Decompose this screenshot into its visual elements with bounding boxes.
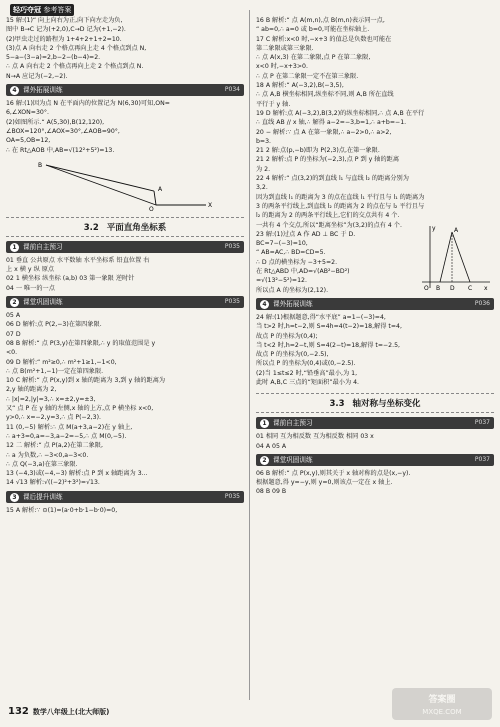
- triangle-figure: [6, 157, 244, 211]
- text-line: ∴ a+3=0,a=−3,a−2=−5,∴ 点 M(0,−5).: [6, 432, 127, 440]
- text-line: 因为到直线 l₁ 的距离为 3 的点在直线 l₁ 平行且与 l₁ 的距离为: [256, 193, 425, 201]
- text-line: 11 (0,−5) 解析:∴ 点 M(a+3,a−2)在 y 轴上,: [6, 423, 133, 431]
- text-line: (3)点 A 向右走 2 个格点再向上走 4 个格点到点 N,: [6, 44, 147, 52]
- text-line: ∴ 在 Rt△AOB 中,AB=√(12²+5²)=13.: [6, 146, 115, 154]
- text-line: N→A 应记为(−2,−2).: [6, 72, 68, 80]
- text-line: ∴ 点 Q(−3,a)在第三象限.: [6, 460, 78, 468]
- text-line: 16 B 解析:“ 点 A(m,n),点 B(m,n)表示同一点,: [256, 17, 385, 24]
- triangle-svg: [6, 157, 244, 211]
- prep-block: [6, 256, 244, 293]
- page-number: 132: [8, 706, 29, 717]
- svg-text:答案圈: 答案圈: [428, 695, 456, 705]
- text-line: 图中 B→C 记为(+2,0),C→D 记为(+1,−2).: [6, 26, 126, 34]
- text-line: 为 2.: [256, 165, 271, 173]
- text-line: 当 t<2 时,h=2−t,则 S=4(2−t)=18,解得 t=−2.5,: [256, 341, 400, 349]
- text-line: 06 B 解析:“ 点 P(x,y),则其关于 x 轴对称的点是(x,−y).: [256, 469, 411, 477]
- text-line: OA=5,OB=12,: [6, 137, 51, 145]
- text-line: (2)如图所示.“ A(5,30),B(12,120),: [6, 118, 105, 126]
- text-line: 此时 A,B,C 三点的“矩面积”最小为 4.: [256, 378, 360, 386]
- text-line: l₂ 的距离为 2 的两条平行线上,它们的交点共有 4 个.: [256, 212, 400, 220]
- watermark-logo: [392, 688, 492, 720]
- consolidation-block: [256, 469, 494, 497]
- text-line: 21 2 解析:点 P 的坐标为(−2,3),点 P 到 y 轴的距离: [256, 156, 400, 164]
- right-column: [256, 16, 494, 497]
- text-line: 14 √13 解析:√((−2)²+3²)=√13.: [6, 479, 100, 487]
- text-line: 当 t>2 时,h=t−2,则 S=4h=4(t−2)=18,解得 t=4,: [256, 323, 402, 331]
- text-line: 20 − 解析:∵ 点 A 在第一象限,∴ a−2>0,∴ a>2,: [256, 128, 392, 136]
- text-line: 上 x 横 y 纵 原点: [6, 266, 55, 274]
- text-line: ∴ 点 A,B 横坐标相同,纵坐标不同,则 A,B 所在直线: [256, 91, 394, 99]
- text-line: 10 C 解析:“ 点 P(x,y)到 x 轴的距离为 3,到 y 轴的距离为: [6, 377, 166, 385]
- text-line: 16 解:(1)因为点 N 在平面内的位置记为 N(6,30)可知,ON=: [6, 100, 170, 108]
- text-line: 3,2.: [256, 184, 268, 192]
- text-line: =√(13²−5²)=12.: [256, 277, 307, 285]
- text-line: ∴ D 点的横坐标为 −3+5=2.: [256, 258, 338, 266]
- text-line: 01 相同 互为相反数 互为相反数 相同 03 x: [256, 433, 374, 441]
- text-line: 07 D: [6, 330, 21, 338]
- section-bar: 1 课前自主预习 P035: [6, 241, 244, 253]
- text-line: 又“ 点 P 在 y 轴的左侧,x 轴的上方,点 P 横坐标 x<0,: [6, 405, 154, 413]
- fig-label-x: X: [208, 201, 213, 209]
- fig-label-o: O: [149, 205, 154, 211]
- section-bar: 2 课堂巩固训练 P035: [6, 296, 244, 308]
- text-line: 06 D 解析:点 P(2,−3)在第四象限.: [6, 321, 102, 329]
- text-line: (2)甲虫走过的路程为 1+4+2+1+2=10.: [6, 35, 122, 43]
- text-line: 一共有 4 个交点,所以“距离坐标”为(3,2)的点有 4 个.: [256, 221, 402, 229]
- column-divider: [249, 10, 250, 700]
- book-label: 数学八年级上(北大师版): [32, 708, 110, 716]
- text-line: ∴ a 为负数,∴ −3<0,a−3<0.: [6, 451, 89, 459]
- section-title: 3.2 平面直角坐标系: [6, 217, 244, 237]
- text-line: (2)当 1≤t≤2 时,“铅垂高”最小,为 1,: [256, 369, 358, 377]
- text-line: 21 2 解:点(p,−b)即为 P(2,3)点,在第一象限.: [256, 147, 380, 155]
- text-line: <0.: [6, 349, 18, 357]
- text-line: BC=7−(−3)=10,: [256, 240, 308, 248]
- text-line: ∴ 点 A(x,3) 在第二象限,点 P 在第二象限,: [256, 54, 371, 62]
- text-line: 故点 P 的坐标为(0,−2.5),: [256, 351, 329, 359]
- section-bar: 1 课前自主预习 P037: [256, 417, 494, 429]
- text-line: ∴ |x|=2,|y|=3,∴ x=±2,y=±3,: [6, 395, 96, 403]
- fig-label-d: D: [450, 285, 455, 292]
- text-line: 01 垂直 公共原点 水平数轴 水平坐标系 铅直位置 右: [6, 256, 150, 264]
- text-line: 故点 P 的坐标为(0,4);: [256, 332, 318, 340]
- text-line: 22 4 解析:“ 点(3,2)的到直线 l₁ 与直线 l₂ 的距离分别为: [256, 175, 409, 183]
- text-line: 05 A: [6, 312, 21, 320]
- text-line: 04 一 唯一的一点: [6, 284, 55, 292]
- answers-block-2: [256, 313, 494, 387]
- text-line: ∴ 直线 AB // x 轴,∴ 解得 a−2=−3,b=1,∴ a+b=−1.: [256, 119, 407, 127]
- text-line: 15 A 解析:∵ ⊙(1)=(a·0+b·1−b·0)=0,: [6, 506, 118, 514]
- text-line: 在 Rt△ABD 中,AD=√(AB²−BD²): [256, 268, 350, 276]
- text-line: b=3.: [256, 137, 272, 145]
- section-bar: 2 课堂巩固训练 P037: [256, 454, 494, 466]
- svg-text:MXQE.COM: MXQE.COM: [422, 708, 462, 716]
- text-line: 02 1 横坐标 纵坐标 (a,b) 03 第一象限 逆时针: [6, 275, 135, 283]
- fig-label-c: C: [468, 285, 473, 292]
- text-line: 12 二 解析:“ 点 P(a,2)在第二象限,: [6, 442, 103, 450]
- text-line: ∠BOX=120°,∠AOX=30°,∠AOB=90°,: [6, 127, 120, 135]
- fig-label-b: B: [38, 161, 43, 169]
- section-bar: 3 课后提升训练 P035: [6, 491, 244, 503]
- prep-block: [256, 432, 494, 451]
- text-line: 23 解:(1)过点 A 作 AD ⊥ BC 于 D.: [256, 230, 356, 238]
- fig-label-y: y: [432, 225, 436, 232]
- text-line: 所以点 A 的坐标为(2,12).: [256, 286, 329, 294]
- text-line: y>0,∴ x=−2,y=3,∴ 点 P(−2,3).: [6, 414, 101, 422]
- text-line: 13 (−4,3)或(−4,−3) 解析:点 P 到 x 轴距离为 3...: [6, 470, 148, 478]
- coordinate-figure: [412, 222, 492, 292]
- text-line: ∴ 点 P 在第二象限一定不在第三象限.: [256, 72, 359, 80]
- text-line: ∴ 点 A 向右走 2 个格点再向上走 2 个格点到点 N.: [6, 63, 144, 71]
- after-block: [6, 506, 244, 515]
- text-line: x<0 时,−x+3>0.: [256, 63, 308, 71]
- text-line: 5−a−(3−a)=2,b−2−(b−4)=2.: [6, 54, 101, 62]
- text-line: 08 B 09 B: [256, 488, 287, 496]
- problem-16: [6, 99, 244, 155]
- fig-label-b: B: [436, 285, 441, 292]
- page-footer: [8, 706, 109, 717]
- text-line: 所以点 P 的坐标为(0,4)或(0,−2.5).: [256, 360, 356, 368]
- fig-label-a: A: [158, 185, 163, 193]
- section-bar: 4 课外拓展训练 P034: [6, 84, 244, 96]
- text-line: 平行于 y 轴.: [256, 100, 291, 108]
- text-line: 17 C 解析:x<0 时,−x+3 的值总是负数也可能在: [256, 35, 392, 43]
- header-logo: 轻巧夺冠 参考答案: [10, 4, 74, 16]
- text-line: 6,∠XON=30°.: [6, 109, 49, 117]
- fig-label-o: O: [424, 285, 429, 292]
- fig-label-x: x: [484, 285, 488, 292]
- text-line: 2,y 轴的距离为 2,: [6, 386, 57, 394]
- text-line: 04 A 05 A: [256, 442, 287, 450]
- fig-label-a: A: [454, 227, 459, 234]
- left-column: [6, 16, 244, 515]
- section-title: 3.3 轴对称与坐标变化: [256, 393, 494, 413]
- text-line: 24 解:(1)根据题意,得“水平底” a=1−(−3)=4,: [256, 313, 386, 321]
- text-line: 19 D 解析:点 A(−3,2),B(3,2)的纵坐标相同,∴ 点 A,B 在平行: [256, 109, 425, 117]
- text-line: 18 A 解析:“ A(−3,2),B(−3,5),: [256, 82, 344, 90]
- text-line: 15 解:(1)“ 向上向右为正,向下向左走为负,: [6, 17, 123, 24]
- text-line: 08 B 解析:“ 点 P(3,y)在第四象限,∴ y 的取值范围是 y: [6, 339, 156, 347]
- text-line: 3 的两条平行线上,到直线 l₂ 的距离为 2 的点在与 l₂ 平行且与: [256, 202, 425, 210]
- text-line: “ ab=0,∴ a=0 或 b=0,可能在坐标轴上.: [256, 26, 370, 34]
- text-line: 第二象限或第三象限.: [256, 44, 314, 52]
- section-bar: 4 课外拓展训练 P036: [256, 298, 494, 310]
- intro-block: [6, 16, 244, 81]
- text-line: 根据题意,得 y=−y,则 y=0,则该点一定在 x 轴上.: [256, 479, 393, 487]
- consolidation-block: [6, 311, 244, 488]
- text-line: “ AB=AC,∴ BD=CD=5.: [256, 249, 326, 257]
- text-line: ∴ 点 B(m²+1,−1)一定在第四象限.: [6, 367, 104, 375]
- text-line: 09 D 解析:“ m²≥0,∴ m²+1≥1,−1<0,: [6, 358, 117, 366]
